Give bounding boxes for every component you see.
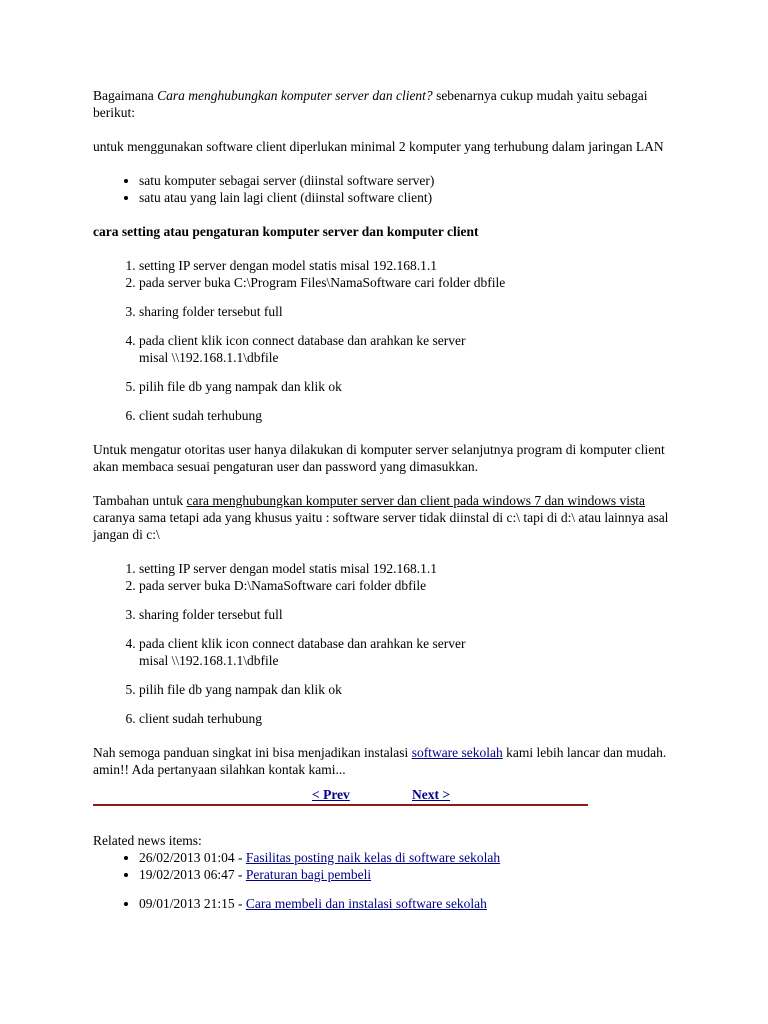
list-item: 2. pada server buka C:\Program Files\NamaSoftware cari folder dbfile [139,274,673,291]
list-item [139,635,673,669]
related-item [139,866,673,883]
addition-prefix: Tambahan untuk [93,493,187,508]
related-date: 19/02/2013 06:47 - [139,867,246,882]
setup-heading: cara setting atau pengaturan komputer server dan komputer client [93,224,479,239]
list-item: 6. client sudah terhubung [139,407,673,424]
prev-link[interactable]: < Prev [312,787,350,802]
intro-question: Cara menghubungkan komputer server dan client? [157,88,433,103]
intro-paragraph [93,87,673,121]
list-item: 1. setting IP server dengan model statis misal 192.168.1.1 [139,257,673,274]
windows7-link[interactable]: cara menghubungkan komputer server dan client pada windows 7 dan windows vista [186,493,646,508]
requirement-list [93,172,673,206]
related-date: 09/01/2013 21:15 - [139,896,246,911]
related-item [139,895,673,912]
list-item: 3. sharing folder tersebut full [139,303,673,320]
steps-list-1 [93,257,673,424]
list-item [139,332,673,366]
related-link[interactable]: Fasilitas posting naik kelas di software sekolah [245,850,501,865]
closing-prefix: Nah semoga panduan singkat ini bisa menjadikan instalasi [93,745,412,760]
pagination [93,786,588,806]
requirement-paragraph: untuk menggunakan software client diperlukan minimal 2 komputer yang terhubung dalam jaringan LAN [93,139,664,154]
list-item: 5. pilih file db yang nampak dan klik ok [139,378,673,395]
related-date: 26/02/2013 01:04 - [139,850,246,865]
related-link[interactable]: Cara membeli dan instalasi software sekolah [245,896,487,911]
related-link[interactable]: Peraturan bagi pembeli [245,867,372,882]
intro-suffix: sebenarnya cukup mudah yaitu sebagai berikut: [93,88,648,120]
addition-suffix: caranya sama tetapi ada yang khusus yaitu : software server tidak diinstal di c:\ tapi di d:\ atau lainnya asal jangan di c:\ [93,510,669,542]
closing-paragraph [93,744,673,778]
list-item: 3. sharing folder tersebut full [139,606,673,623]
closing-suffix: kami lebih lancar dan mudah. amin!! Ada pertanyaan silahkan kontak kami... [93,745,667,777]
related-title: Related news items: [93,833,202,848]
steps-list-2 [93,560,673,727]
step-line: pada client klik icon connect database dan arahkan ke server [139,636,466,651]
list-item: 6. client sudah terhubung [139,710,673,727]
step-line: misal \\192.168.1.1\dbfile [139,653,279,668]
related-item [139,849,673,866]
authority-note: Untuk mengatur otoritas user hanya dilakukan di komputer server selanjutnya program di komputer client akan membaca sesuai pengaturan user dan password yang dimasukkan. [93,442,665,474]
list-item: 2. pada server buka D:\NamaSoftware cari folder dbfile [139,577,673,594]
list-item: • satu atau yang lain lagi client (diinstal software client) [139,189,673,206]
intro-prefix: Bagaimana [93,88,158,103]
list-item: • satu komputer sebagai server (diinstal software server) [139,172,673,189]
related-list [93,849,673,912]
step-line: misal \\192.168.1.1\dbfile [139,350,279,365]
list-item: 5. pilih file db yang nampak dan klik ok [139,681,673,698]
step-line: pada client klik icon connect database dan arahkan ke server [139,333,466,348]
software-sekolah-link[interactable]: software sekolah [411,745,503,760]
addition-paragraph [93,492,673,543]
list-item: 1. setting IP server dengan model statis misal 192.168.1.1 [139,560,673,577]
next-link[interactable]: Next > [412,787,451,802]
article [93,87,673,912]
